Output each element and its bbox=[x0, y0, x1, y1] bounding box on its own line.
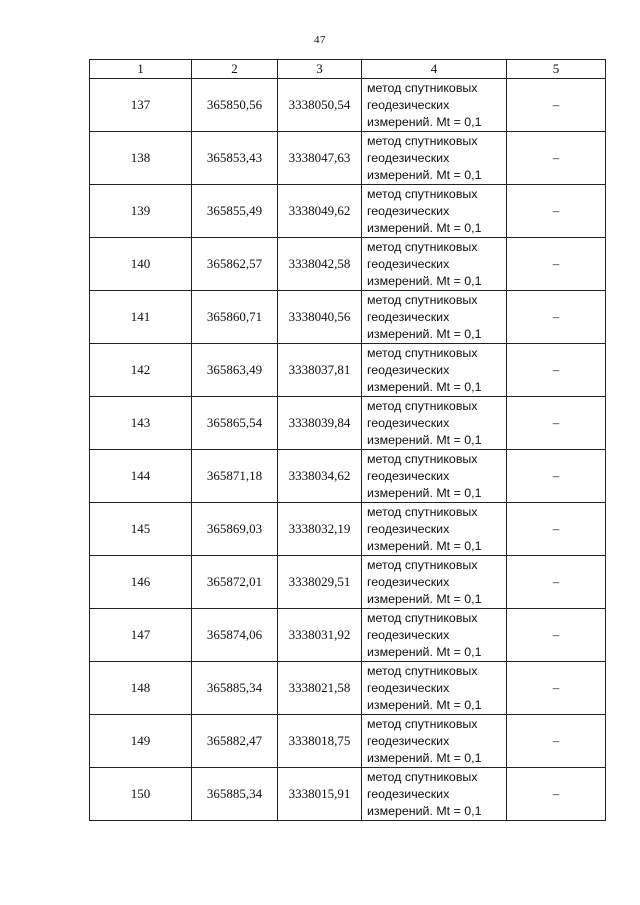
method-line: метод спутниковых bbox=[367, 239, 478, 254]
method-line: измерений. Mt = 0,1 bbox=[367, 591, 482, 606]
method-line: геодезических bbox=[367, 574, 450, 589]
method-line: измерений. Mt = 0,1 bbox=[367, 803, 482, 818]
method-cell bbox=[362, 450, 507, 503]
method-line: измерений. Mt = 0,1 bbox=[367, 538, 482, 553]
x-coordinate-cell: 365860,71 bbox=[192, 291, 278, 344]
coordinates-table bbox=[89, 59, 606, 821]
method-line: метод спутниковых bbox=[367, 451, 478, 466]
y-coordinate-cell: 3338037,81 bbox=[278, 344, 362, 397]
method-line: измерений. Mt = 0,1 bbox=[367, 644, 482, 659]
method-cell bbox=[362, 344, 507, 397]
table-row bbox=[90, 768, 606, 821]
method-line: метод спутниковых bbox=[367, 80, 478, 95]
note-cell: – bbox=[507, 715, 606, 768]
x-coordinate-cell: 365874,06 bbox=[192, 609, 278, 662]
table-row bbox=[90, 715, 606, 768]
method-line: измерений. Mt = 0,1 bbox=[367, 697, 482, 712]
note-cell: – bbox=[507, 503, 606, 556]
y-coordinate-cell: 3338015,91 bbox=[278, 768, 362, 821]
y-coordinate-cell: 3338049,62 bbox=[278, 185, 362, 238]
method-line: геодезических bbox=[367, 97, 450, 112]
method-line: метод спутниковых bbox=[367, 345, 478, 360]
point-number-cell: 137 bbox=[90, 79, 192, 132]
note-cell: – bbox=[507, 291, 606, 344]
method-line: метод спутниковых bbox=[367, 504, 478, 519]
point-number-cell: 148 bbox=[90, 662, 192, 715]
method-cell bbox=[362, 132, 507, 185]
method-cell bbox=[362, 397, 507, 450]
method-line: геодезических bbox=[367, 150, 450, 165]
method-line: геодезических bbox=[367, 256, 450, 271]
header-col-4: 4 bbox=[362, 60, 507, 79]
point-number-cell: 149 bbox=[90, 715, 192, 768]
method-line: измерений. Mt = 0,1 bbox=[367, 326, 482, 341]
method-line: метод спутниковых bbox=[367, 133, 478, 148]
note-cell: – bbox=[507, 662, 606, 715]
note-cell: – bbox=[507, 344, 606, 397]
table-row bbox=[90, 185, 606, 238]
method-line: метод спутниковых bbox=[367, 292, 478, 307]
method-cell bbox=[362, 556, 507, 609]
table-row bbox=[90, 503, 606, 556]
table-row bbox=[90, 79, 606, 132]
table-row bbox=[90, 556, 606, 609]
table-row bbox=[90, 609, 606, 662]
header-row bbox=[90, 60, 606, 79]
method-line: измерений. Mt = 0,1 bbox=[367, 750, 482, 765]
method-line: метод спутниковых bbox=[367, 716, 478, 731]
point-number-cell: 145 bbox=[90, 503, 192, 556]
header-col-3: 3 bbox=[278, 60, 362, 79]
method-line: метод спутниковых bbox=[367, 769, 478, 784]
y-coordinate-cell: 3338050,54 bbox=[278, 79, 362, 132]
x-coordinate-cell: 365853,43 bbox=[192, 132, 278, 185]
y-coordinate-cell: 3338042,58 bbox=[278, 238, 362, 291]
note-cell: – bbox=[507, 79, 606, 132]
point-number-cell: 140 bbox=[90, 238, 192, 291]
x-coordinate-cell: 365885,34 bbox=[192, 768, 278, 821]
method-cell bbox=[362, 715, 507, 768]
table-row bbox=[90, 450, 606, 503]
method-line: геодезических bbox=[367, 309, 450, 324]
method-line: геодезических bbox=[367, 733, 450, 748]
table-row bbox=[90, 397, 606, 450]
method-line: метод спутниковых bbox=[367, 398, 478, 413]
method-cell bbox=[362, 185, 507, 238]
method-cell bbox=[362, 238, 507, 291]
point-number-cell: 138 bbox=[90, 132, 192, 185]
method-cell bbox=[362, 662, 507, 715]
x-coordinate-cell: 365869,03 bbox=[192, 503, 278, 556]
method-line: метод спутниковых bbox=[367, 186, 478, 201]
point-number-cell: 147 bbox=[90, 609, 192, 662]
x-coordinate-cell: 365855,49 bbox=[192, 185, 278, 238]
method-line: измерений. Mt = 0,1 bbox=[367, 432, 482, 447]
note-cell: – bbox=[507, 556, 606, 609]
method-line: геодезических bbox=[367, 521, 450, 536]
table-row bbox=[90, 291, 606, 344]
method-line: геодезических bbox=[367, 203, 450, 218]
table-row bbox=[90, 662, 606, 715]
note-cell: – bbox=[507, 185, 606, 238]
method-line: измерений. Mt = 0,1 bbox=[367, 379, 482, 394]
point-number-cell: 141 bbox=[90, 291, 192, 344]
x-coordinate-cell: 365865,54 bbox=[192, 397, 278, 450]
y-coordinate-cell: 3338029,51 bbox=[278, 556, 362, 609]
method-cell bbox=[362, 79, 507, 132]
y-coordinate-cell: 3338031,92 bbox=[278, 609, 362, 662]
method-line: измерений. Mt = 0,1 bbox=[367, 273, 482, 288]
x-coordinate-cell: 365872,01 bbox=[192, 556, 278, 609]
method-line: геодезических bbox=[367, 786, 450, 801]
method-line: измерений. Mt = 0,1 bbox=[367, 485, 482, 500]
point-number-cell: 139 bbox=[90, 185, 192, 238]
method-line: метод спутниковых bbox=[367, 663, 478, 678]
method-line: метод спутниковых bbox=[367, 557, 478, 572]
method-line: геодезических bbox=[367, 627, 450, 642]
point-number-cell: 146 bbox=[90, 556, 192, 609]
table-row bbox=[90, 238, 606, 291]
method-line: геодезических bbox=[367, 680, 450, 695]
method-cell bbox=[362, 768, 507, 821]
note-cell: – bbox=[507, 132, 606, 185]
method-cell bbox=[362, 609, 507, 662]
method-line: измерений. Mt = 0,1 bbox=[367, 220, 482, 235]
table-row bbox=[90, 132, 606, 185]
header-col-1: 1 bbox=[90, 60, 192, 79]
x-coordinate-cell: 365885,34 bbox=[192, 662, 278, 715]
method-cell bbox=[362, 503, 507, 556]
x-coordinate-cell: 365871,18 bbox=[192, 450, 278, 503]
method-line: геодезических bbox=[367, 468, 450, 483]
header-col-5: 5 bbox=[507, 60, 606, 79]
y-coordinate-cell: 3338032,19 bbox=[278, 503, 362, 556]
point-number-cell: 144 bbox=[90, 450, 192, 503]
note-cell: – bbox=[507, 450, 606, 503]
y-coordinate-cell: 3338021,58 bbox=[278, 662, 362, 715]
method-cell bbox=[362, 291, 507, 344]
point-number-cell: 150 bbox=[90, 768, 192, 821]
table-header bbox=[90, 60, 606, 79]
method-line: геодезических bbox=[367, 415, 450, 430]
header-col-2: 2 bbox=[192, 60, 278, 79]
table-row bbox=[90, 344, 606, 397]
method-line: измерений. Mt = 0,1 bbox=[367, 167, 482, 182]
note-cell: – bbox=[507, 397, 606, 450]
method-line: геодезических bbox=[367, 362, 450, 377]
x-coordinate-cell: 365882,47 bbox=[192, 715, 278, 768]
point-number-cell: 142 bbox=[90, 344, 192, 397]
note-cell: – bbox=[507, 768, 606, 821]
method-line: измерений. Mt = 0,1 bbox=[367, 114, 482, 129]
point-number-cell: 143 bbox=[90, 397, 192, 450]
note-cell: – bbox=[507, 609, 606, 662]
x-coordinate-cell: 365862,57 bbox=[192, 238, 278, 291]
y-coordinate-cell: 3338039,84 bbox=[278, 397, 362, 450]
y-coordinate-cell: 3338034,62 bbox=[278, 450, 362, 503]
page-number: 47 bbox=[314, 34, 326, 46]
note-cell: – bbox=[507, 238, 606, 291]
y-coordinate-cell: 3338047,63 bbox=[278, 132, 362, 185]
x-coordinate-cell: 365850,56 bbox=[192, 79, 278, 132]
x-coordinate-cell: 365863,49 bbox=[192, 344, 278, 397]
method-line: метод спутниковых bbox=[367, 610, 478, 625]
y-coordinate-cell: 3338040,56 bbox=[278, 291, 362, 344]
table-body bbox=[90, 79, 606, 821]
y-coordinate-cell: 3338018,75 bbox=[278, 715, 362, 768]
